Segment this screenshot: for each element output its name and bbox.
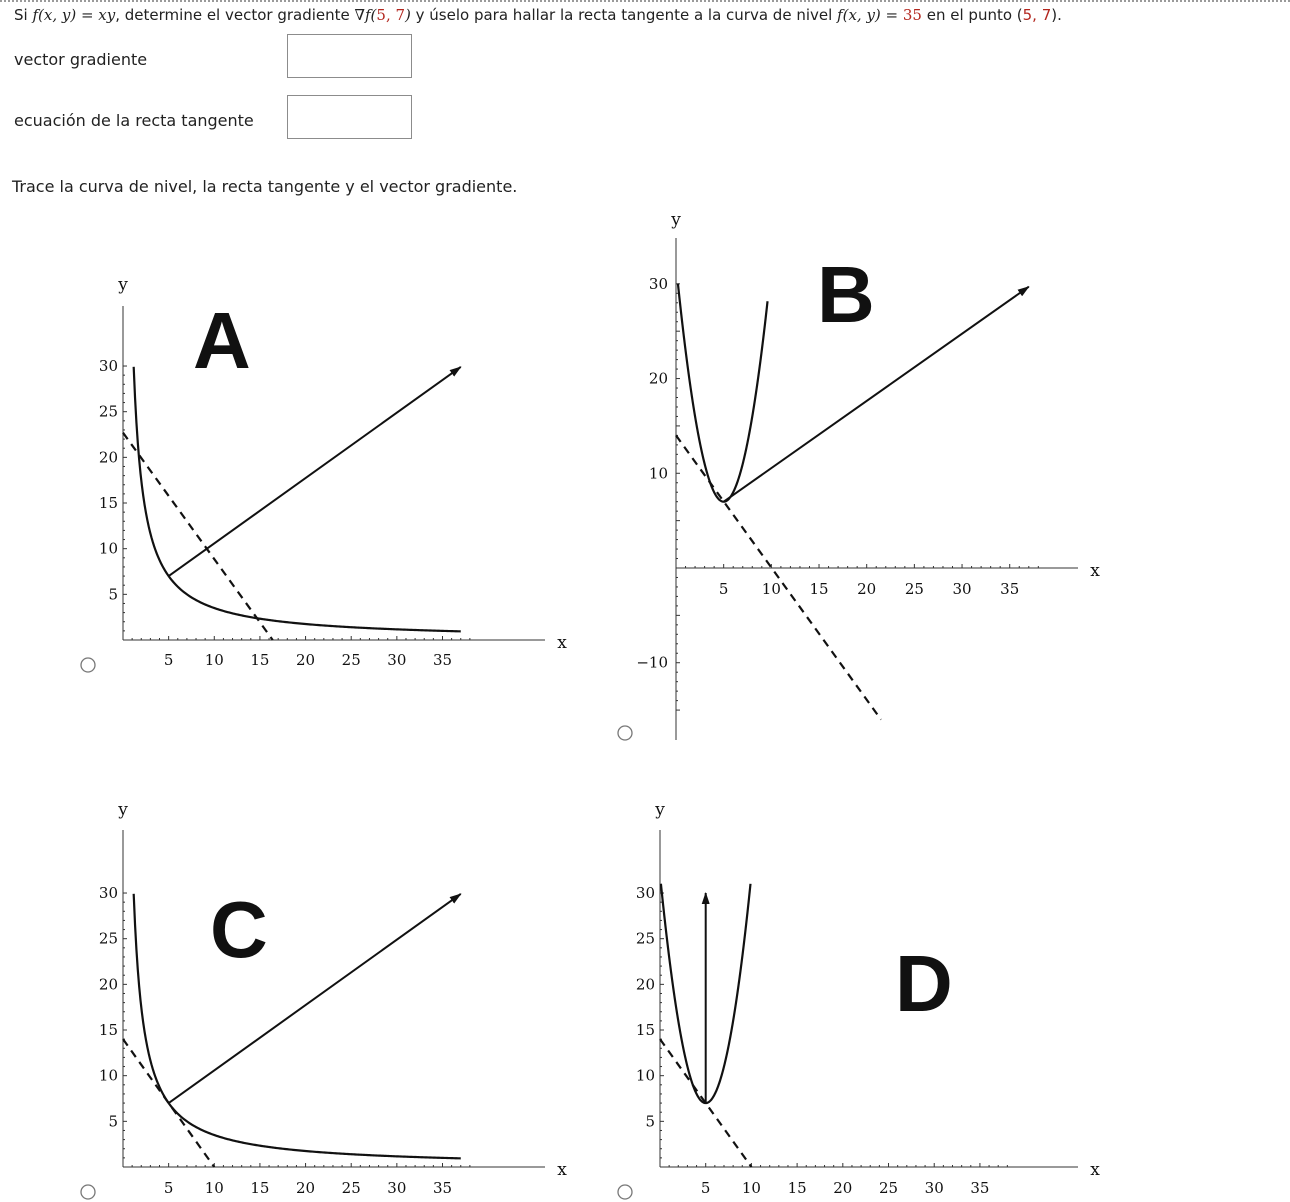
- level-curve: [134, 367, 461, 632]
- y-tick-label: 10: [98, 1066, 118, 1085]
- x-tick-label: 35: [432, 651, 453, 669]
- x-tick-label: 10: [204, 651, 224, 669]
- x-tick-label: 20: [857, 580, 877, 598]
- instructions: Trace la curva de nivel, la recta tangente y el vector gradiente.: [12, 177, 518, 196]
- function-expression: f(x, y) = xy: [32, 6, 116, 24]
- x-tick-label: 35: [432, 1179, 453, 1197]
- y-tick-label: 25: [98, 402, 118, 421]
- option-radio-c[interactable]: [81, 1185, 95, 1199]
- x-tick-label: 30: [924, 1179, 944, 1197]
- y-axis-label: y: [655, 800, 665, 820]
- y-tick-label: 10: [635, 1066, 655, 1085]
- x-tick-label: 20: [296, 1179, 316, 1197]
- y-tick-label: 15: [635, 1021, 655, 1040]
- x-tick-label: 10: [204, 1179, 224, 1197]
- question-text-part: en el punto (: [921, 6, 1023, 24]
- y-tick-label: 10: [98, 539, 118, 558]
- option-letter-a: A: [193, 296, 251, 385]
- x-tick-label: 5: [718, 580, 729, 598]
- tangent-line-label: ecuación de la recta tangente: [14, 111, 254, 130]
- option-letter-b: B: [817, 250, 875, 339]
- x-tick-label: 10: [761, 580, 781, 598]
- x-tick-label: 25: [904, 580, 924, 598]
- gradient-close: ): [405, 6, 411, 24]
- gradient-point: 5, 7: [376, 6, 406, 24]
- question-text-part: , determine el vector gradiente: [115, 6, 355, 24]
- option-letter-d: D: [895, 939, 953, 1028]
- question-text-part: ).: [1051, 6, 1062, 24]
- x-tick-label: 15: [250, 1179, 270, 1197]
- x-tick-label: 15: [787, 1179, 807, 1197]
- option-radio-a[interactable]: [81, 658, 95, 672]
- y-tick-label: 20: [635, 975, 655, 994]
- x-tick-label: 30: [952, 580, 972, 598]
- option-letter-c: C: [210, 885, 268, 974]
- y-tick-label: 10: [648, 464, 668, 483]
- x-tick-label: 5: [163, 651, 174, 669]
- x-tick-label: 25: [878, 1179, 899, 1197]
- x-tick-label: 30: [387, 651, 407, 669]
- y-tick-label: 5: [108, 1112, 118, 1131]
- option-radio-d[interactable]: [618, 1185, 632, 1199]
- level-curve: [678, 283, 768, 501]
- y-tick-label: 30: [635, 884, 655, 903]
- x-tick-label: 35: [1000, 580, 1020, 598]
- y-tick-label: 20: [98, 448, 118, 467]
- x-tick-label: 10: [741, 1179, 761, 1197]
- y-tick-label: 30: [98, 357, 118, 376]
- y-tick-label: 20: [648, 369, 668, 388]
- y-tick-label: 30: [98, 884, 118, 903]
- x-tick-label: 5: [700, 1179, 711, 1197]
- y-tick-label: 5: [108, 585, 118, 604]
- y-axis-label: y: [671, 210, 681, 230]
- tangent-point: 5, 7: [1022, 6, 1052, 24]
- graph-d: [618, 800, 1100, 1199]
- y-tick-label: 15: [98, 494, 118, 513]
- gradient-vector: [169, 367, 461, 576]
- x-tick-label: 15: [250, 651, 270, 669]
- y-tick-label: 25: [98, 929, 118, 948]
- y-tick-label: 20: [98, 975, 118, 994]
- y-tick-label: 5: [645, 1112, 655, 1131]
- x-tick-label: 15: [809, 580, 829, 598]
- tangent-line: [676, 435, 881, 719]
- x-tick-label: 20: [833, 1179, 853, 1197]
- x-tick-label: 5: [163, 1179, 174, 1197]
- x-tick-label: 25: [341, 651, 361, 669]
- y-tick-label: 15: [98, 1021, 118, 1040]
- gradient-label: vector gradiente: [14, 50, 148, 69]
- y-tick-label: 25: [635, 929, 655, 948]
- gradient-vector: [724, 287, 1029, 502]
- tangent-line: [123, 433, 273, 640]
- graph-a: [81, 275, 567, 672]
- x-tick-label: 25: [341, 1179, 361, 1197]
- x-axis-label: x: [1090, 1160, 1100, 1180]
- x-tick-label: 35: [970, 1179, 990, 1197]
- y-axis-label: y: [118, 275, 128, 295]
- y-tick-label: 30: [648, 274, 668, 293]
- question-text-part: Si: [14, 6, 33, 24]
- question-text-part: y úselo para hallar la recta tangente a la curva de nivel: [410, 6, 838, 24]
- level-value: 35: [902, 6, 922, 24]
- x-axis-label: x: [1090, 561, 1100, 581]
- x-axis-label: x: [557, 1160, 567, 1180]
- level-curve: [134, 894, 461, 1159]
- x-tick-label: 20: [296, 651, 316, 669]
- y-axis-label: y: [118, 800, 128, 820]
- graph-b: [618, 210, 1100, 740]
- gradient-symbol: ∇f(: [354, 6, 377, 24]
- graph-c: [81, 800, 567, 1199]
- level-curve-expression: f(x, y) =: [837, 6, 903, 24]
- x-axis-label: x: [557, 633, 567, 653]
- option-radio-b[interactable]: [618, 726, 632, 740]
- y-tick-label: −10: [636, 653, 668, 672]
- x-tick-label: 30: [387, 1179, 407, 1197]
